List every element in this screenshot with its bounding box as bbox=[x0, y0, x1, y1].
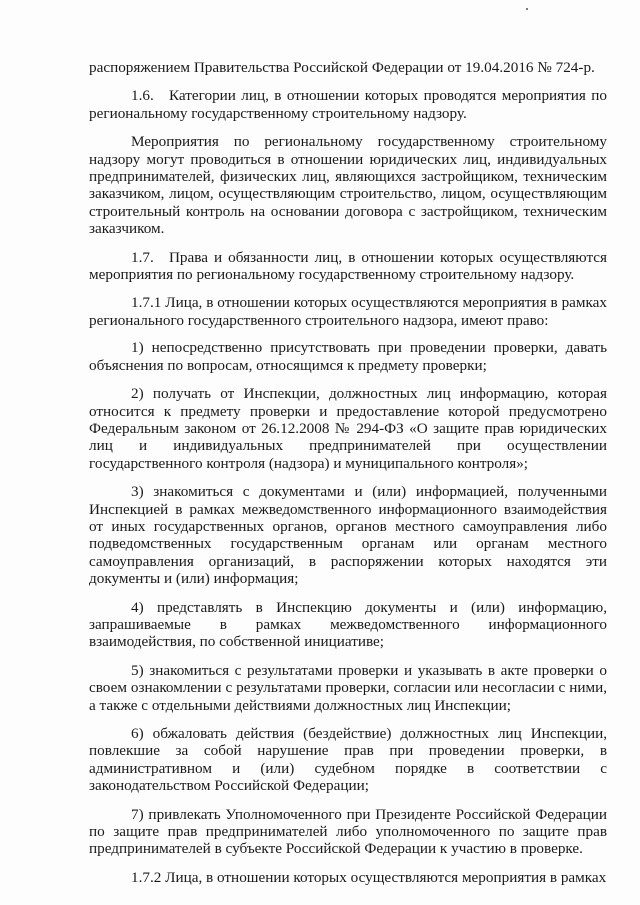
right-item-2: 2) получать от Инспекции, должностных лиц информацию, которая относится к предмету проверки и предоставление которой предусмотрено Федеральным законом от 26.12.2008 № 294-ФЗ «О защите прав юридических лиц и индивидуальных предпринимателей при осуществлении государственного контроля (надзора) и муниципального контроля»; bbox=[89, 385, 607, 472]
section-1-7-heading: 1.7. Права и обязанности лиц, в отношении которых осуществляются мероприятия по региональному государственному строительному надзору. bbox=[89, 248, 607, 284]
section-1-7-2-intro: 1.7.2 Лица, в отношении которых осуществляются мероприятия в рамках bbox=[131, 868, 607, 886]
section-1-7-1-intro: 1.7.1 Лица, в отношении которых осуществляются мероприятия в рамках регионального государственного строительного надзора, имеют право: bbox=[89, 294, 607, 329]
right-item-5: 5) знакомиться с результатами проверки и указывать в акте проверки о своем ознакомлении с результатами проверки, согласии или несогласии с ними, а также с отдельными действиями должностных лиц Инспекции; bbox=[89, 661, 607, 714]
section-1-6-body: Мероприятия по региональному государственному строительному надзору могут проводиться в отношении юридических лиц, индивидуальных предпринимателей, физических лиц, являющихся застройщиком, техническим заказчиком, лицом, осуществляющим строительство, лицом, осуществляющим строительный контроль на основании договора с застройщиком, техническим заказчиком. bbox=[89, 133, 607, 238]
document-body bbox=[89, 59, 607, 897]
right-item-4: 4) представлять в Инспекцию документы и (или) информацию, запрашиваемые в рамках межведомственного информационного взаимодействия, по собственной инициативе; bbox=[89, 598, 607, 651]
right-item-3: 3) знакомиться с документами и (или) информацией, полученными Инспекцией в рамках межведомственного информационного взаимодействия от иных государственных органов, органов местного самоуправления либо подведомственных государственным органам или органам местного самоуправления организаций, в распоряжении которых находятся эти документы и (или) информация; bbox=[89, 483, 607, 588]
paragraph-continuation: распоряжением Правительства Российской Федерации от 19.04.2016 № 724-р. bbox=[89, 59, 595, 76]
section-1-6-heading: 1.6. Категории лиц, в отношении которых проводятся мероприятия по региональному государственному строительному надзору. bbox=[89, 87, 607, 122]
right-item-1: 1) непосредственно присутствовать при проведении проверки, давать объяснения по вопросам, относящимся к предмету проверки; bbox=[89, 339, 607, 374]
right-item-7: 7) привлекать Уполномоченного при Президенте Российской Федерации по защите прав предпринимателей либо уполномоченного по защите прав предпринимателей в субъекте Российской Федерации к участию в проверке. bbox=[89, 805, 607, 858]
scan-speck bbox=[526, 8, 528, 10]
right-item-6: 6) обжаловать действия (бездействие) должностных лиц Инспекции, повлекшие за собой нарушение прав при проведении проверки, в административном и (или) судебном порядке в соответствии с законодательством Российской Федерации; bbox=[89, 725, 607, 795]
